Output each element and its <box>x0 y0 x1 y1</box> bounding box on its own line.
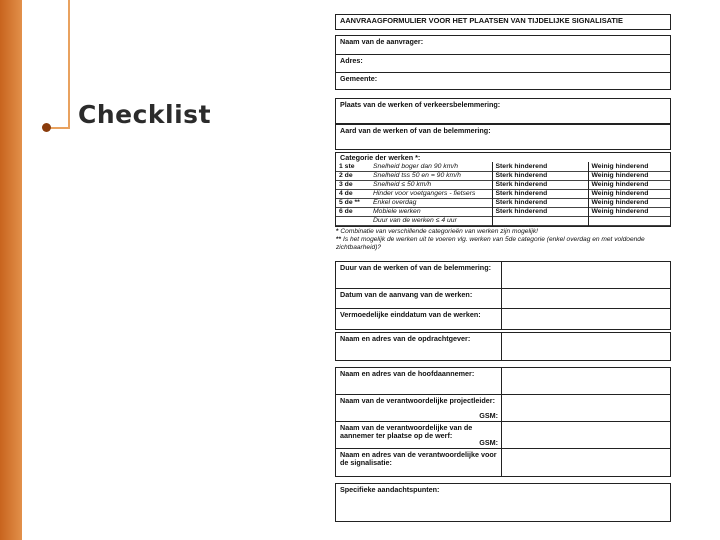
remarks-block <box>335 483 671 522</box>
location-field <box>336 99 670 123</box>
category-cell-col2: Weinig hinderend <box>591 171 649 179</box>
category-cell-num: 3 de <box>339 180 353 188</box>
applicant-name-label: Naam van de aanvrager: <box>340 37 424 46</box>
signal-lead-field <box>336 449 670 476</box>
municipality-label: Gemeente: <box>340 74 378 83</box>
form-title: AANVRAAGFORMULIER VOOR HET PLAATSEN VAN TIJDELIJKE SIGNALISATIE <box>340 16 623 25</box>
address-field <box>336 55 670 73</box>
category-cell-col1 <box>492 216 588 225</box>
site-lead-field <box>336 422 670 449</box>
category-cell-col1: Sterk hinderend <box>492 198 588 207</box>
category-row <box>336 198 670 207</box>
client-block <box>335 332 671 361</box>
accent-dot <box>42 123 51 132</box>
category-notes <box>336 228 672 253</box>
duration-label: Duur van de werken of van de belemmering: <box>336 262 502 288</box>
category-cell-col1: Sterk hinderend <box>492 180 588 189</box>
category-cell-desc: Enkel overdag <box>370 198 492 207</box>
category-cell-num: 1 ste <box>339 162 355 170</box>
signal-lead-label: Naam en adres van de verantwoordelijke voor de signalisatie: <box>336 449 502 476</box>
category-cell-col1: Sterk hinderend <box>492 162 588 171</box>
category-row <box>336 216 670 225</box>
category-row <box>336 171 670 180</box>
location-block <box>335 98 671 124</box>
nature-field <box>336 125 670 149</box>
category-cell-desc: Mobiele werken <box>370 207 492 216</box>
contractor-field <box>336 368 670 395</box>
category-block <box>335 152 671 227</box>
client-field <box>336 333 670 360</box>
category-cell-num: 6 de <box>339 207 353 215</box>
category-row <box>336 189 670 198</box>
end-date-label: Vermoedelijke einddatum van de werken: <box>336 309 502 329</box>
category-cell-col2: Weinig hinderend <box>591 189 649 197</box>
category-cell-col2: Weinig hinderend <box>591 207 649 215</box>
category-cell-desc: Snelheid boger dan 90 km/h <box>370 162 492 171</box>
remarks-label: Specifieke aandachtspunten: <box>340 485 440 494</box>
category-cell-num: 2 de <box>339 171 353 179</box>
orange-side-bar <box>0 0 22 540</box>
form-header-block <box>335 14 671 30</box>
nature-label: Aard van de werken of van de belemmering: <box>340 126 491 135</box>
contractor-block <box>335 367 671 477</box>
client-label: Naam en adres van de opdrachtgever: <box>336 333 502 360</box>
category-cell-desc: Snelheid ≤ 50 km/h <box>370 180 492 189</box>
start-date-field <box>336 289 670 309</box>
category-row <box>336 207 670 216</box>
site-lead-gsm-label: GSM: <box>479 437 498 447</box>
address-label: Adres: <box>340 56 363 65</box>
project-lead-label: Naam van de verantwoordelijke projectleider: <box>340 396 495 405</box>
category-cell-col2: Weinig hinderend <box>591 180 649 188</box>
applicant-name-field <box>336 36 670 55</box>
category-title: Categorie der werken *: <box>340 153 421 162</box>
category-cell-col1: Sterk hinderend <box>492 207 588 216</box>
category-cell-col1: Sterk hinderend <box>492 189 588 198</box>
category-cell-num <box>336 216 370 225</box>
dates-block <box>335 261 671 330</box>
project-lead-gsm-label: GSM: <box>479 410 498 420</box>
category-cell-desc: Snelheid tss 50 en = 90 km/h <box>370 171 492 180</box>
remarks-field <box>336 484 670 521</box>
category-cell-col2: Weinig hinderend <box>591 162 649 170</box>
note-1: * Combinatie van verschillende categorieën van werken zijn mogelijk! <box>336 228 538 235</box>
vertical-accent-line <box>68 0 70 128</box>
category-row <box>336 180 670 189</box>
category-cell-desc: Duur van de werken ≤ 4 uur <box>370 216 492 225</box>
start-date-label: Datum van de aanvang van de werken: <box>336 289 502 308</box>
applicant-block <box>335 35 671 90</box>
duration-field <box>336 262 670 289</box>
category-table <box>336 162 670 226</box>
location-label: Plaats van de werken of verkeersbelemmering: <box>340 100 501 109</box>
contractor-label: Naam en adres van de hoofdaannemer: <box>336 368 502 394</box>
category-cell-desc: Hinder voor voetgangers - fietsers <box>370 189 492 198</box>
nature-block <box>335 124 671 150</box>
category-cell-col2: Weinig hinderend <box>591 198 649 206</box>
category-cell-num: 4 de <box>339 189 353 197</box>
slide-title: Checklist <box>78 100 212 129</box>
project-lead-field <box>336 395 670 422</box>
category-row <box>336 162 670 171</box>
category-cell-col2 <box>588 216 670 225</box>
category-cell-col1: Sterk hinderend <box>492 171 588 180</box>
note-2: ** Is het mogelijk de werken uit te voeren vlg. werken van 5de categorie (enkel overdag en met voldoende zichtbaarheid)? <box>336 236 645 252</box>
end-date-field <box>336 309 670 329</box>
municipality-field <box>336 73 670 89</box>
site-lead-label: Naam van de verantwoordelijke van de aannemer ter plaatse op de werf: <box>340 423 473 441</box>
category-cell-num: 5 de ** <box>339 198 360 206</box>
